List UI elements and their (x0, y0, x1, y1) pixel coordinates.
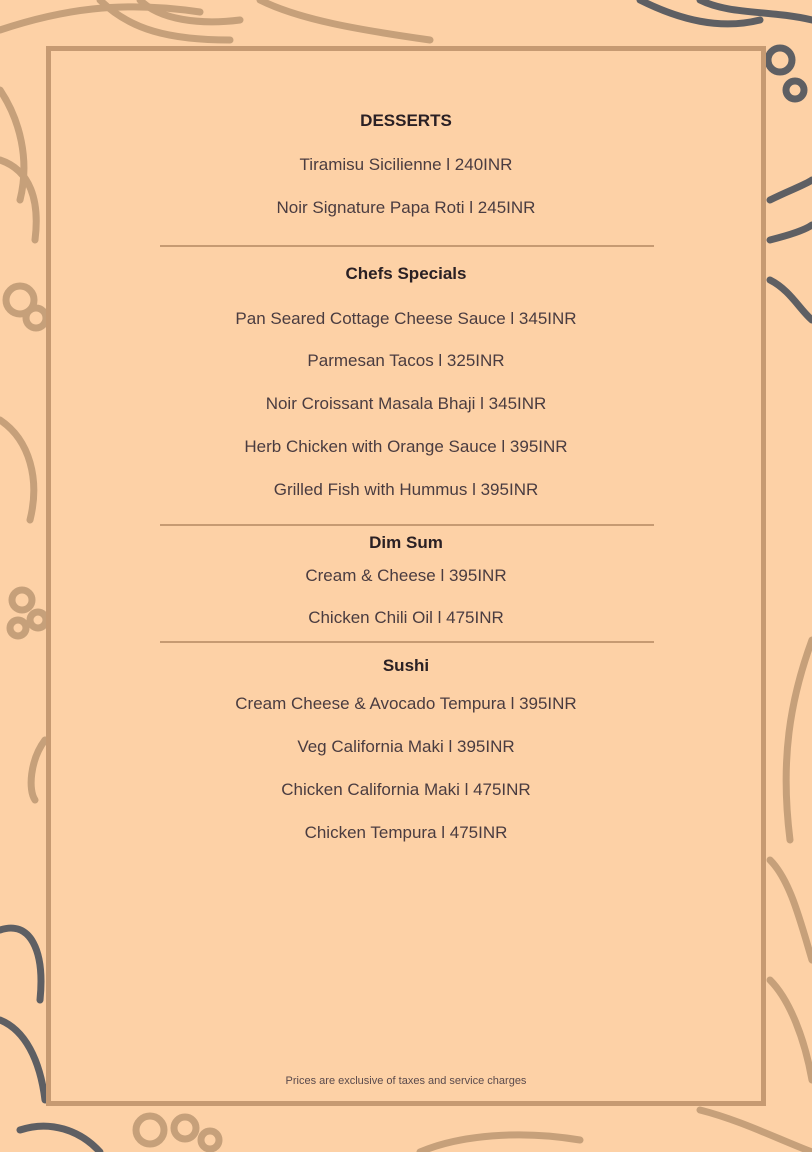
section-heading-sushi: Sushi (382, 656, 430, 675)
price-disclaimer: Prices are exclusive of taxes and service charges (285, 1075, 527, 1087)
section-heading-chefs-specials: Chefs Specials (345, 264, 467, 283)
section-divider (160, 641, 654, 643)
menu-frame (46, 46, 766, 1106)
section-divider (160, 524, 654, 526)
menu-item: Noir Croissant Masala Bhaji l 345INR (265, 394, 547, 413)
menu-item: Chicken Chili Oil l 475INR (308, 608, 504, 627)
menu-item: Pan Seared Cottage Cheese Sauce l 345INR (235, 309, 577, 328)
menu-item: Parmesan Tacos l 325INR (307, 351, 505, 370)
menu-item: Herb Chicken with Orange Sauce l 395INR (244, 437, 568, 456)
menu-item: Tiramisu Sicilienne l 240INR (299, 155, 513, 174)
section-divider (160, 245, 654, 247)
section-heading-desserts: DESSERTS (360, 111, 452, 130)
menu-item: Veg California Maki l 395INR (297, 737, 515, 756)
menu-item: Noir Signature Papa Roti l 245INR (276, 198, 536, 217)
menu-item: Grilled Fish with Hummus l 395INR (273, 480, 539, 499)
menu-item: Cream & Cheese l 395INR (305, 566, 507, 585)
tan-leaf-icon (136, 1116, 580, 1152)
menu-item: Chicken Tempura l 475INR (304, 823, 508, 842)
menu-item: Chicken California Maki l 475INR (281, 780, 531, 799)
menu-item: Cream Cheese & Avocado Tempura l 395INR (235, 694, 577, 713)
menu-content (51, 51, 761, 1101)
section-heading-dim-sum: Dim Sum (369, 533, 443, 552)
